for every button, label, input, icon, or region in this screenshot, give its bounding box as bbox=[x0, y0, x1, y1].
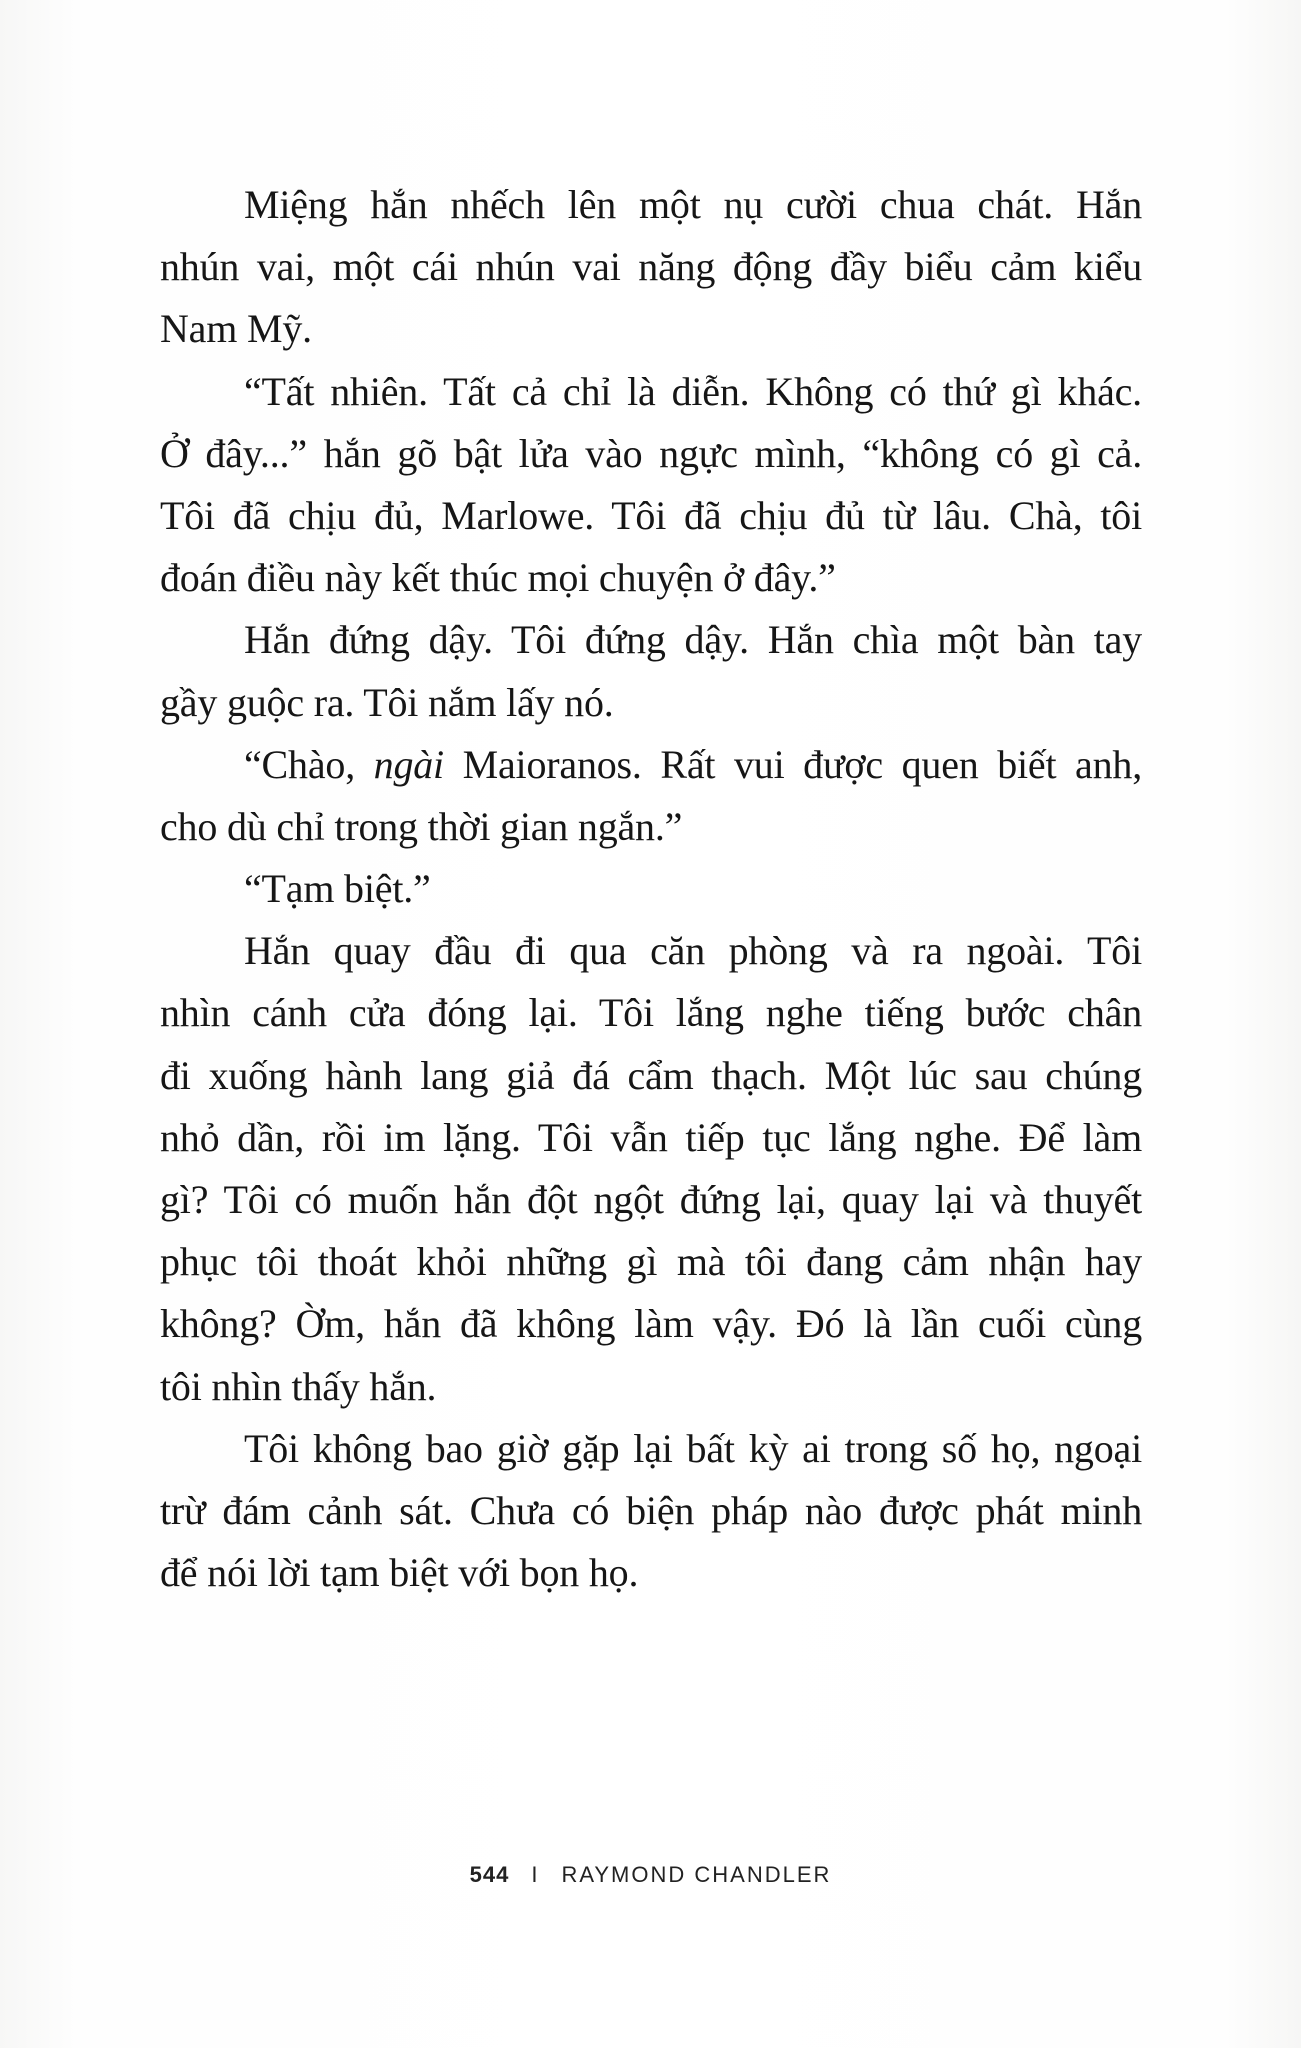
paragraph bbox=[160, 174, 1142, 361]
text-line: gì? Tôi có muốn hắn đột ngột đứng lại, quay lại và thuyết bbox=[160, 1177, 1142, 1222]
text-line: trừ đám cảnh sát. Chưa có biện pháp nào được phát minh bbox=[160, 1487, 1142, 1533]
paragraph bbox=[160, 920, 1142, 1418]
text-line: nhìn cánh cửa đóng lại. Tôi lắng nghe tiếng bước chân bbox=[160, 990, 1142, 1036]
text-line: Hắn quay đầu đi qua căn phòng và ra ngoài. Tôi bbox=[244, 928, 1142, 974]
paragraph bbox=[160, 734, 1142, 858]
footer-separator: I bbox=[531, 1862, 540, 1887]
text-line: phục tôi thoát khỏi những gì mà tôi đang cảm nhận hay bbox=[160, 1239, 1142, 1285]
paragraph bbox=[160, 609, 1142, 733]
text-segment: “Chào, bbox=[244, 741, 374, 787]
text-line: nhún vai, một cái nhún vai năng động đầy biểu cảm kiểu bbox=[160, 244, 1142, 290]
text-line: Miệng hắn nhếch lên một nụ cười chua chát. Hắn bbox=[244, 182, 1142, 227]
text-line: không? Ờm, hắn đã không làm vậy. Đó là lần cuối cùng bbox=[160, 1301, 1142, 1347]
text-line: Tôi không bao giờ gặp lại bất kỳ ai trong số họ, ngoại bbox=[244, 1425, 1142, 1471]
italic-text: ngài bbox=[373, 741, 444, 787]
text-line: “Tất nhiên. Tất cả chỉ là diễn. Không có thứ gì khác. bbox=[244, 368, 1142, 414]
text-line: nhỏ dần, rồi im lặng. Tôi vẫn tiếp tục lắng nghe. Để làm bbox=[160, 1114, 1142, 1160]
text-line: Tôi đã chịu đủ, Marlowe. Tôi đã chịu đủ từ lâu. Chà, tôi bbox=[160, 492, 1142, 538]
paragraph bbox=[160, 858, 1142, 920]
text-line: gầy guộc ra. Tôi nắm lấy nó. bbox=[160, 679, 614, 725]
page-footer bbox=[0, 1862, 1301, 1888]
text-line: Hắn đứng dậy. Tôi đứng dậy. Hắn chìa một bàn tay bbox=[244, 617, 1142, 663]
text-line: đoán điều này kết thúc mọi chuyện ở đây.” bbox=[160, 555, 836, 601]
text-line: cho dù chỉ trong thời gian ngắn.” bbox=[160, 803, 683, 849]
text-line: tôi nhìn thấy hắn. bbox=[160, 1363, 437, 1409]
page-number: 544 bbox=[469, 1862, 510, 1887]
text-segment: Maioranos. Rất vui được quen biết anh, bbox=[443, 741, 1142, 787]
text-line: đi xuống hành lang giả đá cẩm thạch. Một lúc sau chúng bbox=[160, 1052, 1142, 1098]
paragraph bbox=[160, 1418, 1142, 1605]
running-head-author: RAYMOND CHANDLER bbox=[561, 1862, 832, 1887]
text-line: Nam Mỹ. bbox=[160, 306, 312, 352]
text-line: “Tạm biệt.” bbox=[244, 866, 431, 912]
text-line bbox=[160, 734, 1142, 796]
paragraph bbox=[160, 361, 1142, 610]
text-line: Ở đây...” hắn gõ bật lửa vào ngực mình, “không có gì cả. bbox=[160, 430, 1142, 476]
text-line: để nói lời tạm biệt với bọn họ. bbox=[160, 1550, 639, 1596]
body-text bbox=[160, 174, 1142, 1604]
